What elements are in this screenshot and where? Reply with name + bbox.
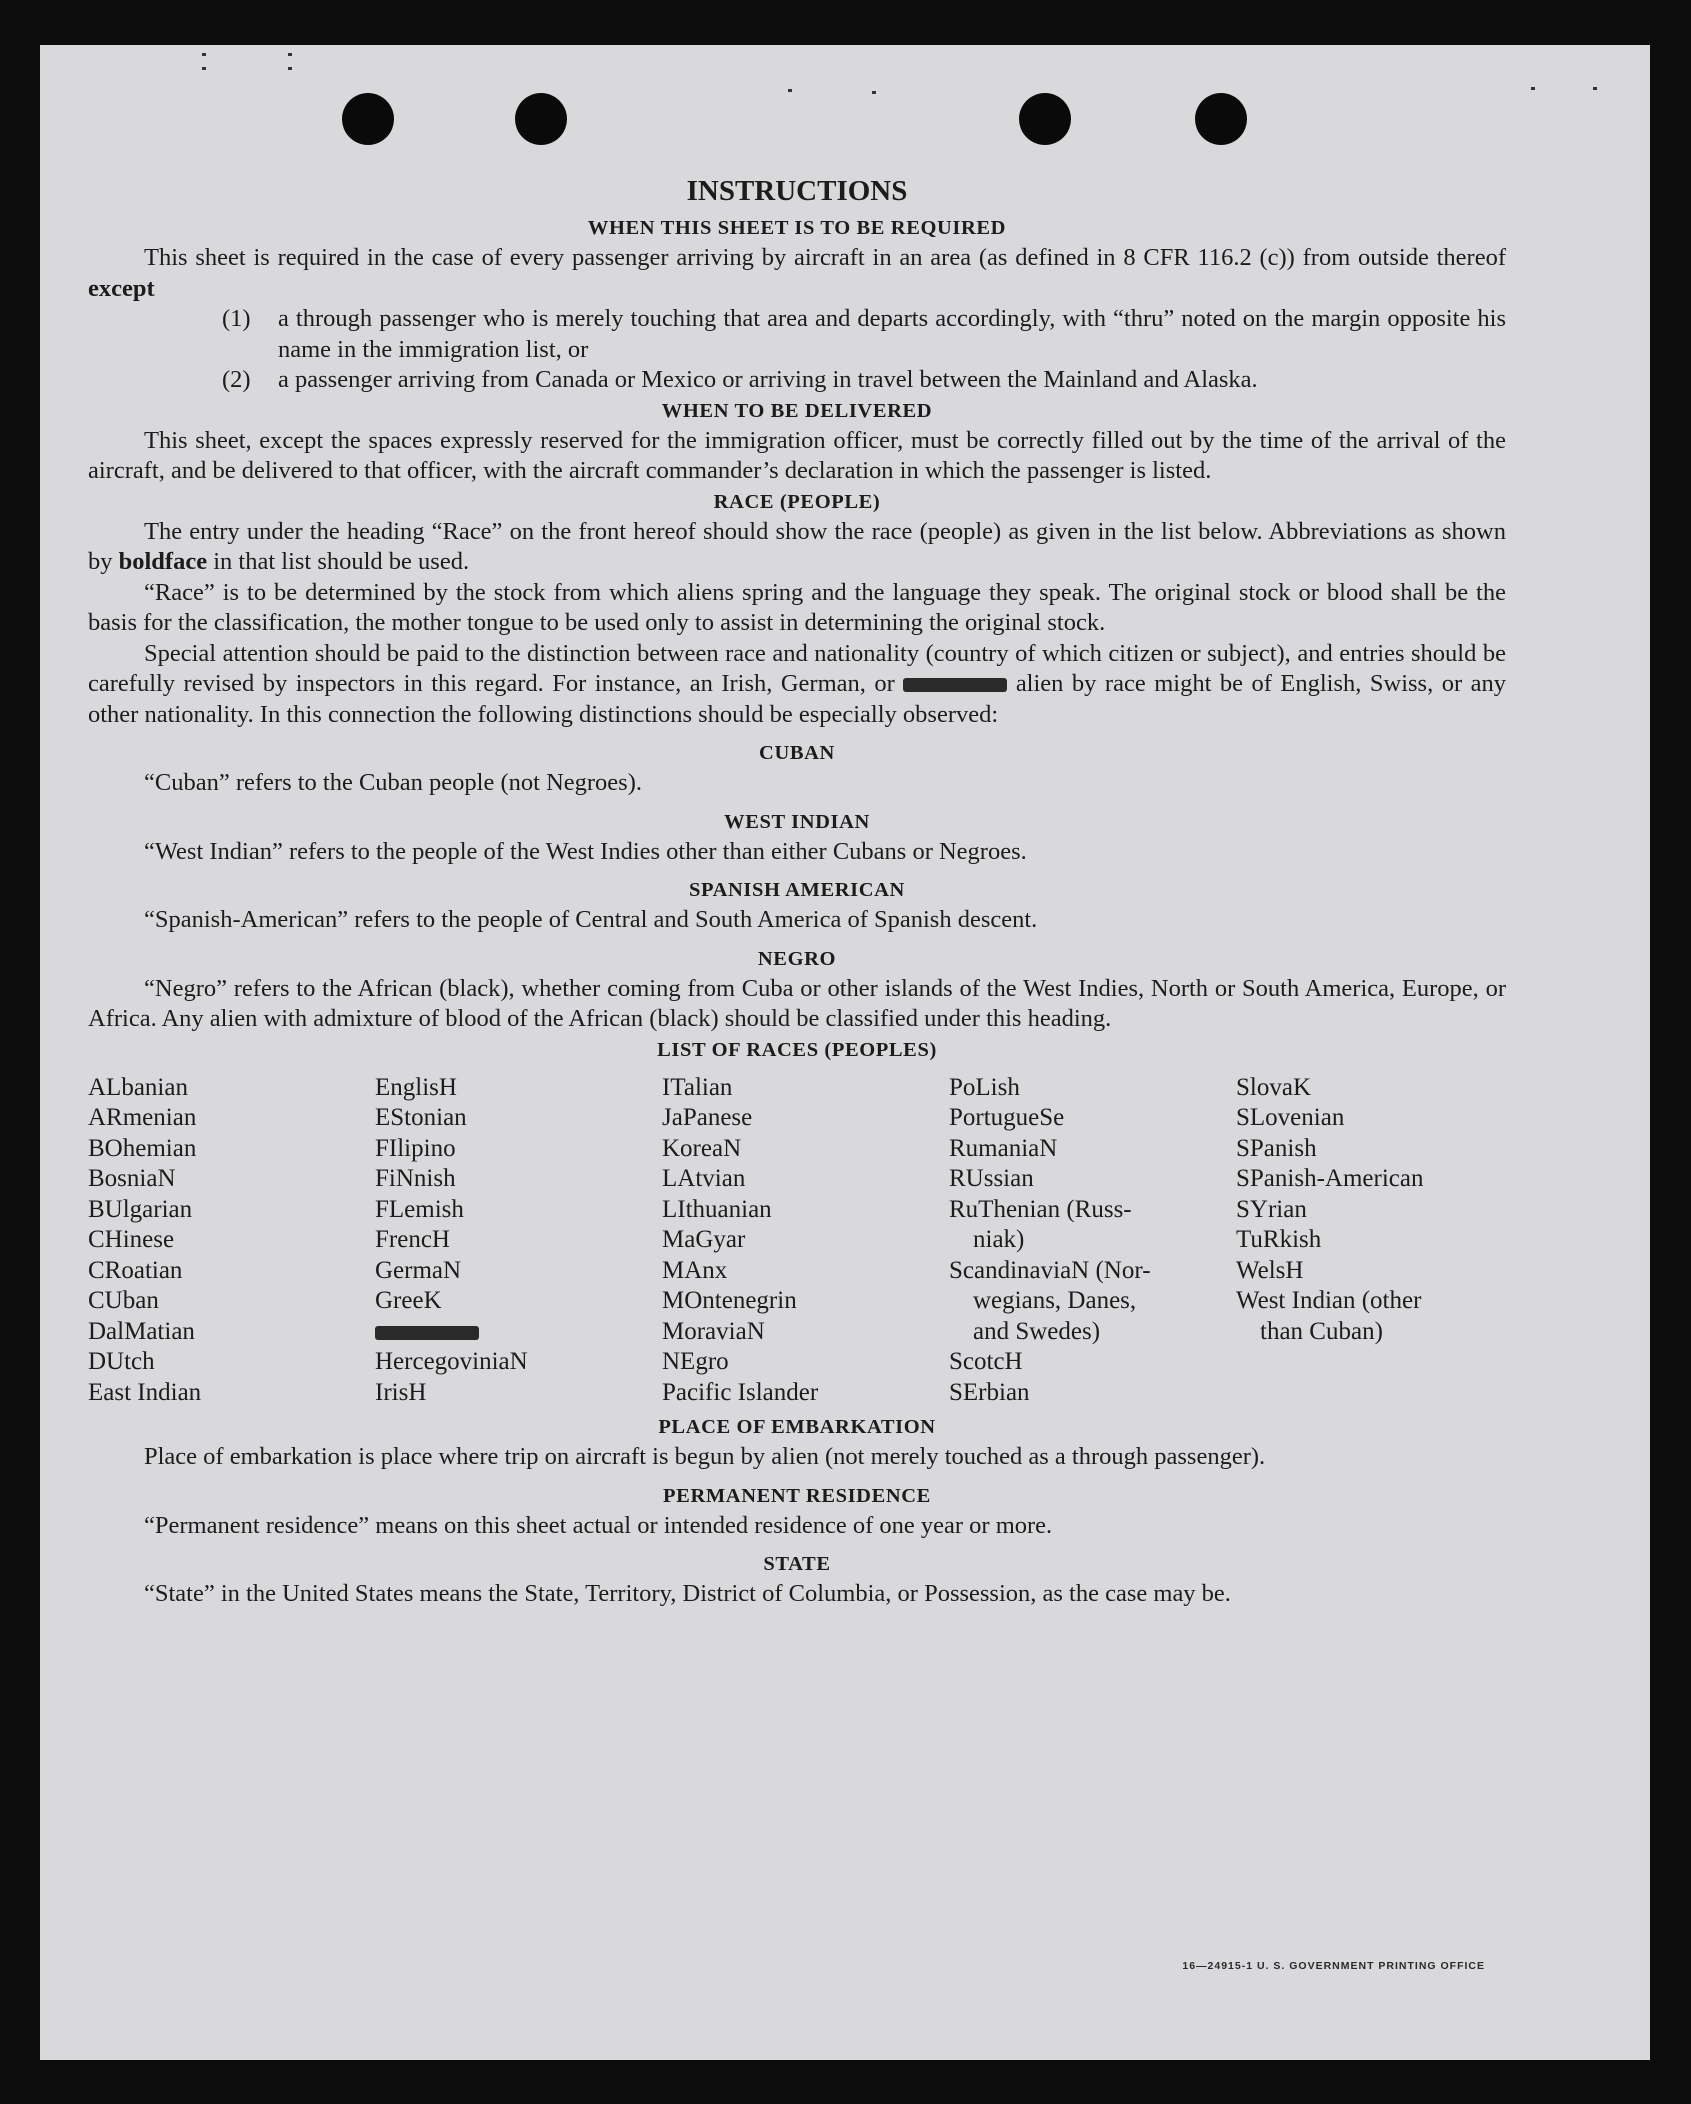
race-entry: GermaN <box>375 1256 462 1284</box>
race-entry: SPanish-American <box>1236 1165 1424 1192</box>
redaction-mark <box>375 1326 479 1340</box>
race-p3-start: Special attention should be paid to the distinction between race and nationality (country of which citizen or subject), and entries should be carefully revised by inspectors in this regard. For instance, an Irish, German, or <box>88 639 1506 697</box>
heading-race: RACE (PEOPLE) <box>713 490 881 513</box>
race-entry: MOntenegrin <box>662 1287 797 1314</box>
race-entry: West Indian (other <box>1236 1287 1422 1314</box>
when-required-text: This sheet is required in the case of every passenger arriving by aircraft in an area (as defined in 8 CFR 116.2 (c)) from outside thereof <box>144 244 1506 271</box>
paragraph-state: “State” in the United States means the State, Territory, District of Columbia, or Possession, as the case may be. <box>144 1580 1231 1607</box>
punch-hole <box>1019 93 1071 145</box>
speck <box>1531 87 1535 90</box>
race-column <box>375 1073 645 1409</box>
punch-hole <box>515 93 567 145</box>
race-column <box>949 1073 1219 1409</box>
heading-spanish-american: SPANISH AMERICAN <box>689 879 905 901</box>
race-entry: BOhemian <box>88 1134 197 1162</box>
race-entry: RuThenian (Russ- <box>949 1195 1132 1223</box>
race-entry: FiNnish <box>375 1165 456 1192</box>
race-entry: Pacific Islander <box>662 1378 819 1406</box>
race-entry: LAtvian <box>662 1165 746 1192</box>
except-bold: except <box>88 274 155 302</box>
speck <box>788 89 792 92</box>
speck <box>202 67 206 70</box>
spacer <box>88 1473 1506 1481</box>
race-column <box>88 1073 358 1409</box>
race-entry: ITalian <box>662 1073 733 1101</box>
paragraph-place-of-embarkation: Place of embarkation is place where trip on aircraft is begun by alien (not merely touched as a through passenger). <box>144 1443 1266 1470</box>
punch-hole <box>1195 93 1247 145</box>
race-entry: BosniaN <box>88 1165 176 1192</box>
race-p1-end: in that list should be used. <box>213 548 470 575</box>
race-entry: FrencH <box>375 1226 450 1253</box>
race-entry: DUtch <box>88 1348 155 1375</box>
race-p1-start: The entry under the heading “Race” on the front hereof should show the race (people) as given in the list below. Abbreviations as shown by <box>88 517 1506 575</box>
race-entry: NEgro <box>662 1348 729 1375</box>
race-entry: ALbanian <box>88 1073 188 1101</box>
boldface-word: boldface <box>118 548 208 575</box>
race-entry: CUban <box>88 1287 159 1314</box>
speck <box>872 91 876 94</box>
race-entry: PortugueSe <box>949 1104 1065 1131</box>
spacer <box>88 730 1506 738</box>
race-entry: SlovaK <box>1236 1073 1311 1101</box>
race-entry: CRoatian <box>88 1256 183 1284</box>
race-column <box>1236 1073 1506 1409</box>
heading-state: STATE <box>763 1553 831 1575</box>
heading-when-required: WHEN THIS SHEET IS TO BE REQUIRED <box>587 217 1007 239</box>
race-entry: FIlipino <box>375 1134 456 1162</box>
heading-negro: NEGRO <box>757 947 837 970</box>
race-entry: East Indian <box>88 1378 202 1406</box>
heading-cuban: CUBAN <box>759 742 835 764</box>
race-entry: MAnx <box>662 1256 728 1284</box>
punch-hole <box>342 93 394 145</box>
heading-list-of-races: LIST OF RACES (PEOPLES) <box>657 1038 937 1061</box>
race-entry: JaPanese <box>662 1104 753 1131</box>
race-entry: RUssian <box>949 1165 1034 1192</box>
race-entry: FLemish <box>375 1195 464 1223</box>
race-entry: ScandinaviaN (Nor- <box>949 1256 1151 1284</box>
race-entry: CHinese <box>88 1226 175 1253</box>
race-entry: KoreaN <box>662 1134 742 1162</box>
paragraph-when-delivered: This sheet, except the spaces expressly reserved for the immigration officer, must be correctly filled out by the time of the arrival of the aircraft, and be delivered to that officer, with the aircraft commander’s declaration in which the passenger is listed. <box>88 426 1506 484</box>
speck <box>288 53 292 56</box>
race-entry: HercegoviniaN <box>375 1348 528 1375</box>
race-entry: WelsH <box>1236 1256 1304 1284</box>
race-entry: niak) <box>973 1226 1025 1253</box>
paragraph-cuban: “Cuban” refers to the Cuban people (not Negroes). <box>144 769 642 796</box>
item-number: (2) <box>222 366 251 393</box>
item-text: a passenger arriving from Canada or Mexico or arriving in travel between the Mainland and Alaska. <box>278 366 1258 393</box>
instructions-body <box>88 173 1506 1610</box>
printing-office-code: 16—24915-1 U. S. GOVERNMENT PRINTING OFFICE <box>1182 1960 1485 1972</box>
page-title: INSTRUCTIONS <box>686 175 908 207</box>
list-item <box>88 365 1506 396</box>
paragraph-spanish-american: “Spanish-American” refers to the people of Central and South America of Spanish descent. <box>144 906 1038 933</box>
race-entry-redacted <box>375 1317 645 1348</box>
heading-place-of-embarkation: PLACE OF EMBARKATION <box>658 1416 936 1438</box>
race-entry: SPanish <box>1236 1134 1317 1162</box>
race-entry: MoraviaN <box>662 1317 765 1345</box>
heading-permanent-residence: PERMANENT RESIDENCE <box>663 1484 931 1507</box>
list-item <box>88 304 1506 365</box>
heading-when-delivered: WHEN TO BE DELIVERED <box>661 399 933 422</box>
spacer <box>88 867 1506 875</box>
race-list <box>88 1073 1506 1409</box>
race-entry: and Swedes) <box>973 1317 1101 1345</box>
speck <box>202 53 206 56</box>
document-page <box>40 45 1650 2060</box>
redaction-mark <box>903 678 1007 692</box>
race-entry: wegians, Danes, <box>973 1287 1137 1314</box>
race-entry: LIthuanian <box>662 1195 772 1223</box>
race-entry: SErbian <box>949 1378 1030 1406</box>
race-entry: than Cuban) <box>1260 1317 1383 1345</box>
speck <box>288 67 292 70</box>
paragraph-race-3 <box>88 639 1506 731</box>
race-entry: TuRkish <box>1236 1226 1322 1253</box>
paragraph-west-indian: “West Indian” refers to the people of the West Indies other than either Cubans or Negroes. <box>144 837 1027 865</box>
race-column <box>662 1073 932 1409</box>
race-entry: EStonian <box>375 1104 467 1131</box>
race-entry: GreeK <box>375 1287 442 1314</box>
item-text: a through passenger who is merely touching that area and departs accordingly, with “thru” noted on the margin opposite his name in the immigration list, or <box>278 305 1506 363</box>
heading-west-indian: WEST INDIAN <box>724 810 870 833</box>
paragraph-negro: “Negro” refers to the African (black), whether coming from Cuba or other islands of the West Indies, North or South America, Europe, or Africa. Any alien with admixture of blood of the African (black) should be classified under this heading. <box>88 974 1506 1032</box>
race-entry: RumaniaN <box>949 1134 1058 1162</box>
race-entry: SYrian <box>1236 1195 1307 1223</box>
race-entry: EnglisH <box>375 1073 457 1101</box>
paragraph-permanent-residence: “Permanent residence” means on this sheet actual or intended residence of one year or more. <box>144 1511 1053 1539</box>
spacer <box>88 1541 1506 1549</box>
race-entry: MaGyar <box>662 1226 746 1253</box>
race-entry: IrisH <box>375 1378 427 1406</box>
item-number: (1) <box>222 305 251 332</box>
race-entry: ScotcH <box>949 1348 1023 1375</box>
spacer <box>88 936 1506 944</box>
paragraph-race-2: “Race” is to be determined by the stock from which aliens spring and the language they speak. The original stock or blood shall be the basis for the classification, the mother tongue to be used only to assist in determining the original stock. <box>88 578 1506 636</box>
race-entry: SLovenian <box>1236 1104 1345 1131</box>
spacer <box>88 799 1506 807</box>
race-entry: DalMatian <box>88 1317 195 1345</box>
race-p3-end: alien by race might be of English, Swiss, or any other nationality. In this connection the following distinctions should be especially observed: <box>88 670 1506 728</box>
paragraph-race-1 <box>88 517 1506 578</box>
paragraph-when-required <box>88 243 1506 304</box>
race-entry: BUlgarian <box>88 1195 193 1223</box>
speck <box>1593 87 1597 90</box>
race-entry: ARmenian <box>88 1104 197 1131</box>
race-entry: PoLish <box>949 1073 1020 1101</box>
